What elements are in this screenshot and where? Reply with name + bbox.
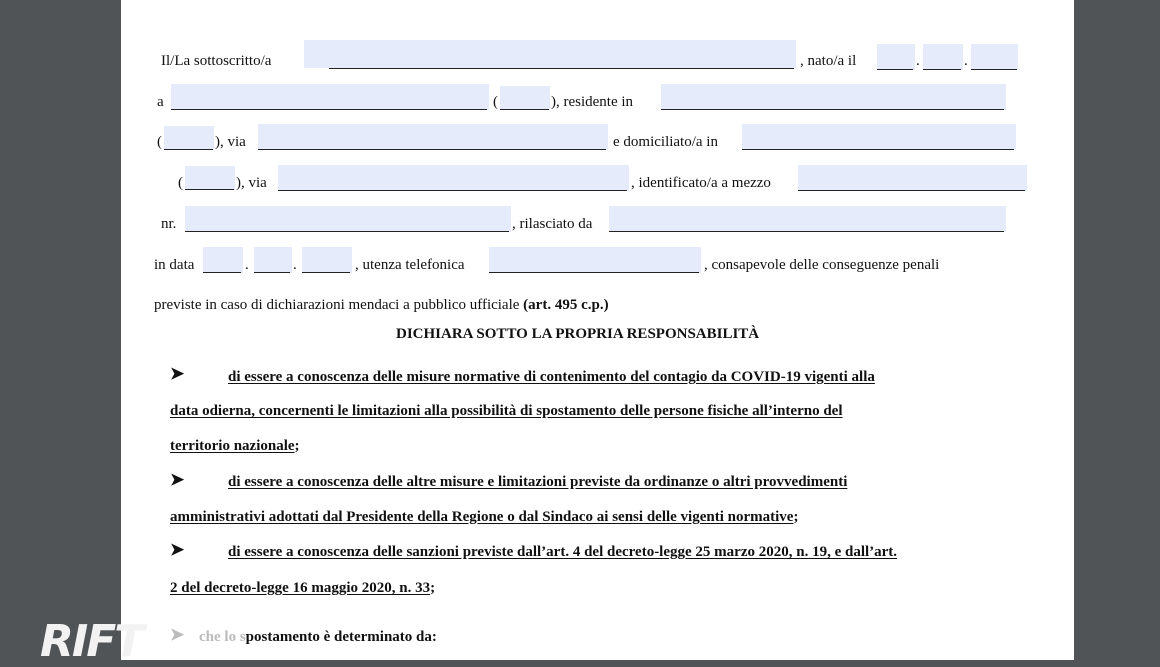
domicile-province-underline	[185, 189, 234, 190]
issued-by-underline	[609, 231, 1004, 232]
bullet-3-line-1: di essere a conoscenza delle sanzioni previste dall’art. 4 del decreto-legge 25 marzo 2020, n. 19, e dall’art.	[228, 544, 898, 560]
phone-field[interactable]	[489, 247, 701, 273]
id-document-field[interactable]	[798, 165, 1027, 191]
domicile-city-underline	[742, 149, 1014, 150]
id-document-underline	[798, 190, 1025, 191]
document-number-field[interactable]	[185, 206, 511, 232]
birth-province-field[interactable]	[500, 86, 550, 110]
residence-province-field[interactable]	[164, 126, 214, 150]
bullet-3-line-2-text: 2 del decreto-legge 16 maggio 2020, n. 33	[170, 580, 431, 596]
bullet-1-line-3-text: territorio nazionale	[170, 438, 295, 454]
birth-year-field[interactable]	[971, 44, 1018, 70]
residence-city-field[interactable]	[661, 84, 1006, 110]
phone-underline	[489, 272, 699, 273]
bullet-2-line-1: di essere a conoscenza delle altre misure e limitazioni previste da ordinanze o altri provvedimenti	[228, 474, 848, 490]
document-number-underline	[185, 231, 509, 232]
label-identificato: , identificato/a a mezzo	[631, 175, 771, 191]
label-via-2: ), via	[236, 175, 267, 191]
paren-open-3: (	[178, 175, 183, 191]
birth-year-underline	[971, 69, 1017, 70]
arrow-bullet-icon: ➤	[170, 470, 185, 489]
birth-dot-1: .	[916, 53, 920, 69]
label-domiciliato: e domiciliato/a in	[613, 134, 718, 150]
name-underline	[329, 68, 794, 69]
domicile-city-field[interactable]	[742, 124, 1016, 150]
watermark-logo: RIFT	[40, 616, 143, 667]
label-rilasciato: , rilasciato da	[512, 216, 593, 232]
document-page	[121, 0, 1074, 660]
issue-dot-2: .	[293, 257, 297, 273]
bullet-2-line-2	[170, 508, 798, 526]
bullet-3-line-2-end: ;	[430, 580, 436, 596]
domicile-street-field[interactable]	[278, 165, 629, 191]
residence-street-underline	[258, 149, 606, 150]
issue-month-field[interactable]	[254, 247, 292, 273]
issue-day-underline	[203, 272, 241, 273]
bullet-1-line-2: data odierna, concernenti le limitazioni alla possibilità di spostamento delle persone fisiche all’interno del	[170, 403, 843, 419]
issue-day-field[interactable]	[203, 247, 243, 273]
bullet-4-faded: che lo s	[199, 629, 246, 645]
birth-place-underline	[171, 109, 487, 110]
bullet-1-line-1: di essere a conoscenza delle misure normative di contenimento del contagio da COVID-19 vigenti alla	[228, 369, 875, 385]
label-previste	[154, 296, 609, 314]
label-nato: , nato/a il	[800, 53, 857, 69]
arrow-bullet-icon: ➤	[170, 364, 185, 383]
birth-dot-2: .	[964, 53, 968, 69]
label-a: a	[157, 94, 164, 110]
bullet-4-partial	[199, 628, 437, 646]
domicile-province-field[interactable]	[185, 166, 235, 190]
issue-year-underline	[302, 272, 350, 273]
label-utenza: , utenza telefonica	[355, 257, 465, 273]
residence-street-field[interactable]	[258, 124, 608, 150]
bullet-2-line-2-end: ;	[793, 509, 799, 525]
paren-open-2: (	[157, 134, 162, 150]
birth-month-field[interactable]	[923, 44, 963, 70]
label-nr: nr.	[161, 216, 177, 232]
birth-province-underline	[500, 109, 549, 110]
label-consapevole: , consapevole delle conseguenze penali	[704, 257, 940, 273]
art-reference: (art. 495 c.p.)	[523, 297, 609, 313]
residence-province-underline	[164, 149, 213, 150]
residence-city-underline	[661, 109, 1004, 110]
domicile-street-underline	[278, 190, 627, 191]
arrow-bullet-icon: ➤	[170, 540, 185, 559]
bullet-1-line-3-end: ;	[294, 438, 300, 454]
birth-day-field[interactable]	[877, 44, 915, 70]
label-residente: ), residente in	[551, 94, 634, 110]
arrow-bullet-icon: ➤	[170, 625, 185, 644]
bullet-4-text: postamento è determinato da:	[245, 629, 437, 645]
previste-text: previste in caso di dichiarazioni mendaci a pubblico ufficiale	[154, 297, 520, 313]
issued-by-field[interactable]	[609, 206, 1006, 232]
issue-year-field[interactable]	[302, 247, 352, 273]
bullet-3-line-2	[170, 579, 435, 597]
label-in-data: in data	[154, 257, 195, 273]
paren-open-1: (	[493, 94, 498, 110]
bullet-2-line-2-text: amministrativi adottati dal Presidente della Regione o dal Sindaco ai sensi delle vigenti normative	[170, 509, 794, 525]
issue-month-underline	[254, 272, 290, 273]
issue-dot-1: .	[245, 257, 249, 273]
declaration-heading: DICHIARA SOTTO LA PROPRIA RESPONSABILITÀ	[396, 326, 760, 342]
label-sottoscritto: Il/La sottoscritto/a	[161, 53, 272, 69]
birth-day-underline	[877, 69, 913, 70]
birth-month-underline	[923, 69, 961, 70]
label-via-1: ), via	[215, 134, 246, 150]
bullet-1-line-3	[170, 437, 300, 455]
birth-place-field[interactable]	[171, 84, 489, 110]
name-field[interactable]	[304, 40, 796, 68]
